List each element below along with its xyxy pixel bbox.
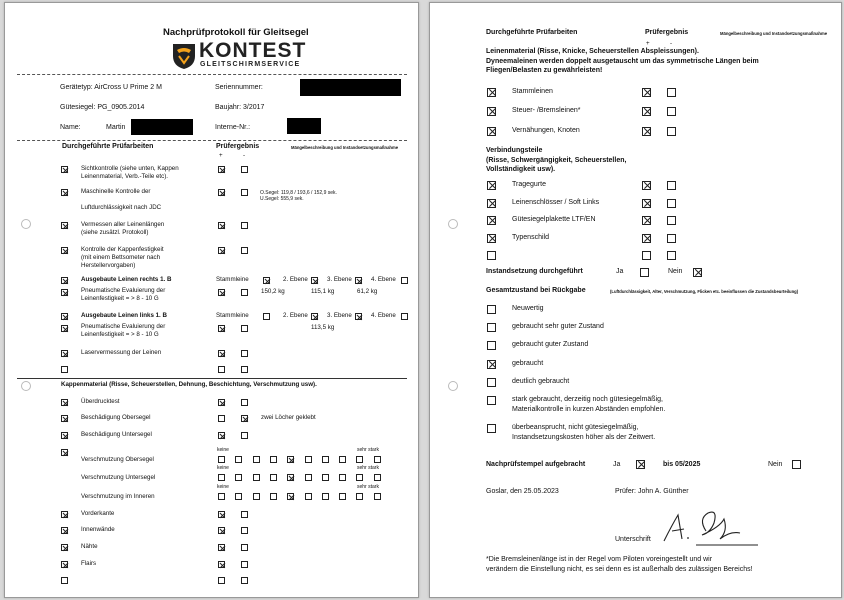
leinen-links-checkbox[interactable] (61, 313, 68, 320)
verschmutzung-untersegel-level-5[interactable] (287, 474, 294, 481)
innenwaende-label: Innenwände (81, 526, 115, 533)
vorderkante-label: Vorderkante (81, 510, 115, 517)
naehte-minus[interactable] (241, 544, 248, 551)
leinen-links-stamm-checkbox[interactable] (263, 313, 270, 320)
empty-row-minus[interactable] (241, 577, 248, 584)
naehte-plus[interactable] (218, 544, 225, 551)
pneu-rechts-v3: 61,2 kg (357, 288, 378, 295)
zustand-sehr-gut-label: gebraucht sehr guter Zustand (512, 323, 604, 330)
protocol-page-2 (429, 2, 842, 598)
leinen-links-label: Ausgebaute Leinen links 1. B (81, 312, 167, 319)
minus-label: - (670, 40, 673, 47)
verschmutzung-untersegel-level-10[interactable] (374, 474, 381, 481)
zustand-ueberbeansprucht-label: überbeansprucht, nicht gütesiegelmäßig, Instandsetzungskosten höher als der Zeitwert. (512, 424, 656, 441)
leinen-links-e3: 3. Ebene (327, 312, 352, 319)
divider (17, 74, 407, 75)
verschmutzung-obersegel-level-7[interactable] (322, 456, 329, 463)
tragegurte-label: Tragegurte (512, 181, 546, 188)
zustand-gebraucht-label: gebraucht (512, 360, 544, 367)
leinen-rechts-e4: 4. Ebene (371, 276, 396, 283)
logo-brand: KONTEST (199, 39, 307, 62)
sichtkontrolle-checkbox[interactable] (61, 166, 68, 173)
scale-sehr-2: sehr stark (357, 465, 379, 471)
footnote: *Die Bremsleinenlänge ist in der Regel vom Piloten voreingestellt und wir verändern die Einstellung nicht, es sei denn es ist außerhalb des zulässigen Bereichs! (486, 556, 753, 573)
punch-hole (21, 381, 31, 391)
verschmutzung-innen-label: Verschmutzung im Inneren (81, 493, 155, 500)
pneu-links-checkbox[interactable] (61, 325, 68, 332)
scale-sehr-1: sehr stark (357, 447, 379, 453)
leinen-rechts-e2: 2. Ebene (283, 276, 308, 283)
pneu-rechts-checkbox[interactable] (61, 289, 68, 296)
pruefer: Prüfer: John A. Günther (615, 488, 689, 495)
verschmutzung-untersegel-level-1[interactable] (218, 474, 225, 481)
vorderkante-checkbox[interactable] (61, 511, 68, 518)
verschmutzung-untersegel-level-6[interactable] (305, 474, 312, 481)
verschmutzung-obersegel-level-9[interactable] (356, 456, 363, 463)
typenschild-label: Typenschild (512, 234, 549, 241)
kontest-logo (171, 41, 311, 71)
zustand-deutlich-label: deutlich gebraucht (512, 378, 570, 385)
empty-row-minus[interactable] (667, 251, 676, 260)
guetesiegelplakette-checkbox[interactable] (487, 216, 496, 225)
luftdurchlaessigkeit-plus[interactable] (218, 189, 225, 196)
pneu-rechts-v2: 115,1 kg (311, 288, 335, 295)
zustand-deutlich-checkbox[interactable] (487, 378, 496, 387)
luftdurchlaessigkeit-label: Maschinelle Kontrolle der Luftdurchlässigkeit nach JDC (81, 188, 162, 211)
bremsleinen-plus[interactable] (642, 107, 651, 116)
leinen-rechts-label: Ausgebaute Leinen rechts 1. B (81, 276, 172, 283)
instandsetzung-nein-checkbox[interactable] (693, 268, 702, 277)
shield-logo-icon (171, 42, 197, 70)
geraetetyp: Gerätetyp: AirCross U Prime 2 M (60, 84, 162, 91)
innenwaende-checkbox[interactable] (61, 527, 68, 534)
stammleinen-checkbox[interactable] (487, 88, 496, 97)
leinenlaengen-minus[interactable] (241, 222, 248, 229)
vorderkante-plus[interactable] (218, 511, 225, 518)
interne-nr-label: Interne-Nr.: (215, 124, 251, 131)
verschmutzung-obersegel-level-5[interactable] (287, 456, 294, 463)
verschmutzung-untersegel-level-8[interactable] (339, 474, 346, 481)
leinenschloesser-label: Leinenschlösser / Soft Links (512, 199, 600, 206)
obersegel-plus[interactable] (218, 415, 225, 422)
punch-hole (448, 381, 458, 391)
typenschild-checkbox[interactable] (487, 234, 496, 243)
col-header-arbeiten: Durchgeführte Prüfarbeiten (486, 29, 578, 36)
ueberdrucktest-minus[interactable] (241, 399, 248, 406)
innenwaende-plus[interactable] (218, 527, 225, 534)
stempel-bis: bis 05/2025 (663, 461, 701, 468)
naehte-checkbox[interactable] (61, 544, 68, 551)
leinen-links-e4: 4. Ebene (371, 312, 396, 319)
ueberdrucktest-checkbox[interactable] (61, 399, 68, 406)
verschmutzung-obersegel-level-6[interactable] (305, 456, 312, 463)
verschmutzung-obersegel-level-10[interactable] (374, 456, 381, 463)
bremsleinen-minus[interactable] (667, 107, 676, 116)
obersegel-minus[interactable] (241, 415, 248, 422)
verschmutzung-innen-level-7[interactable] (322, 493, 329, 500)
leinen-links-stamm: Stammleine (216, 312, 249, 319)
zustand-neuwertig-checkbox[interactable] (487, 305, 496, 314)
plus-label: + (646, 40, 650, 47)
untersegel-plus[interactable] (218, 432, 225, 439)
redacted-surname (131, 119, 193, 135)
seriennummer-label: Seriennummer: (215, 84, 263, 91)
plus-label: + (219, 152, 223, 159)
leinen-links-e2: 2. Ebene (283, 312, 308, 319)
laser-minus[interactable] (241, 350, 248, 357)
typenschild-minus[interactable] (667, 234, 676, 243)
guetesiegelplakette-minus[interactable] (667, 216, 676, 225)
zustand-gut-label: gebraucht guter Zustand (512, 341, 589, 348)
empty-row-checkbox[interactable] (61, 366, 68, 373)
zustand-stark-checkbox[interactable] (487, 396, 496, 405)
verschmutzung-obersegel-level-2[interactable] (235, 456, 242, 463)
ort-datum: Goslar, den 25.05.2023 (486, 488, 559, 495)
bremsleinen-checkbox[interactable] (487, 107, 496, 116)
zustand-neuwertig-label: Neuwertig (512, 305, 544, 312)
kappenfestigkeit-minus[interactable] (241, 247, 248, 254)
sichtkontrolle-minus[interactable] (241, 166, 248, 173)
stammleinen-minus[interactable] (667, 88, 676, 97)
leinenschloesser-plus[interactable] (642, 199, 651, 208)
guetesiegel: Gütesiegel: PG_0905.2014 (60, 104, 145, 111)
guetesiegelplakette-label: Gütesiegelplakette LTF/EN (512, 216, 596, 223)
pneu-rechts-minus[interactable] (241, 289, 248, 296)
tragegurte-checkbox[interactable] (487, 181, 496, 190)
col-header-ergebnis: Prüfergebnis (645, 29, 689, 36)
verschmutzung-obersegel-level-3[interactable] (253, 456, 260, 463)
stempel-nein-checkbox[interactable] (792, 460, 801, 469)
verschmutzung-innen-level-3[interactable] (253, 493, 260, 500)
verschmutzung-obersegel-level-1[interactable] (218, 456, 225, 463)
leinenlaengen-checkbox[interactable] (61, 222, 68, 229)
stempel-ja-checkbox[interactable] (636, 460, 645, 469)
vorderkante-minus[interactable] (241, 511, 248, 518)
sichtkontrolle-plus[interactable] (218, 166, 225, 173)
verschmutzung-innen-level-5[interactable] (287, 493, 294, 500)
punch-hole (21, 219, 31, 229)
zustand-gebraucht-checkbox[interactable] (487, 360, 496, 369)
untersegel-label: Beschädigung Untersegel (81, 431, 152, 438)
kappenfestigkeit-checkbox[interactable] (61, 247, 68, 254)
flairs-checkbox[interactable] (61, 561, 68, 568)
scale-keine-3: keine (217, 484, 229, 490)
innenwaende-minus[interactable] (241, 527, 248, 534)
col-header-maengel: Mängelbeschreibung und Instandsetzungsmaßnahme (291, 145, 399, 150)
zustand-stark-label: stark gebraucht, derzeitig noch gütesiegelmäßig, Materialkontrolle in kurzen Abständen empfohlen. (512, 396, 666, 413)
redacted-internal-number (287, 118, 321, 134)
obersegel-checkbox[interactable] (61, 415, 68, 422)
bremsleinen-label: Steuer- /Bremsleinen* (512, 107, 581, 114)
verschmutzung-innen-level-4[interactable] (270, 493, 277, 500)
leinenschloesser-checkbox[interactable] (487, 199, 496, 208)
leinen-rechts-checkbox[interactable] (61, 277, 68, 284)
leinen-rechts-e4-checkbox[interactable] (401, 277, 408, 284)
leinen-rechts-e3: 3. Ebene (327, 276, 352, 283)
verschmutzung-untersegel-label: Verschmutzung Untersegel (81, 474, 156, 481)
flairs-plus[interactable] (218, 561, 225, 568)
laser-plus[interactable] (218, 350, 225, 357)
divider (17, 140, 407, 141)
stammleinen-plus[interactable] (642, 88, 651, 97)
vernaehungen-checkbox[interactable] (487, 127, 496, 136)
sichtkontrolle-label: Sichtkontrolle (siehe unten, Kappen Leinenmaterial, Verb.-Teile etc). (81, 165, 179, 180)
name-label: Name: (60, 124, 81, 131)
ueberdrucktest-label: Überdrucktest (81, 398, 120, 405)
instandsetzung-ja-checkbox[interactable] (640, 268, 649, 277)
verschmutzung-innen-level-8[interactable] (339, 493, 346, 500)
luftdurchlaessigkeit-minus[interactable] (241, 189, 248, 196)
verschmutzung-checkbox[interactable] (61, 449, 68, 456)
zustand-sehr-gut-checkbox[interactable] (487, 323, 496, 332)
stempel-ja-label: Ja (613, 461, 621, 468)
pneu-links-label: Pneumatische Evaluierung der Leinenfestigkeit = > 8 - 10 G (81, 323, 166, 338)
verschmutzung-innen-level-6[interactable] (305, 493, 312, 500)
unterschrift-label: Unterschrift (615, 536, 651, 543)
verschmutzung-innen-level-1[interactable] (218, 493, 225, 500)
instandsetzung-nein-label: Nein (668, 268, 683, 275)
leinen-links-e2-checkbox[interactable] (311, 313, 318, 320)
obersegel-label: Beschädigung Obersegel (81, 414, 151, 421)
pneu-links-minus[interactable] (241, 325, 248, 332)
leinen-links-e3-checkbox[interactable] (355, 313, 362, 320)
name-value: Martin (106, 124, 126, 131)
flairs-minus[interactable] (241, 561, 248, 568)
stempel-nein-label: Nein (768, 461, 783, 468)
pneu-links-v1: 113,5 kg (311, 324, 335, 331)
signature (658, 505, 768, 547)
kappen-title: Kappenmaterial (Risse, Scheuerstellen, Dehnung, Beschichtung, Verschmutzung usw). (61, 381, 317, 388)
punch-hole (448, 219, 458, 229)
laser-checkbox[interactable] (61, 350, 68, 357)
divider (17, 378, 407, 379)
gesamtzustand-title: Gesamtzustand bei Rückgabe (486, 287, 586, 294)
protocol-page-1 (4, 2, 419, 598)
verschmutzung-untersegel-level-9[interactable] (356, 474, 363, 481)
leinenlaengen-label: Vermessen aller Leinenlängen (siehe zusätzl. Protokoll) (81, 221, 165, 236)
minus-label: - (243, 152, 246, 159)
leinenlaengen-plus[interactable] (218, 222, 225, 229)
ueberdrucktest-plus[interactable] (218, 399, 225, 406)
empty-row-plus[interactable] (642, 251, 651, 260)
tragegurte-plus[interactable] (642, 181, 651, 190)
kappenfestigkeit-plus[interactable] (218, 247, 225, 254)
luftdurchlaessigkeit-note: O.Segel: 119,8 / 193,6 / 152,9 sek. U.Segel: 555,9 sek. (260, 190, 337, 202)
pneu-rechts-plus[interactable] (218, 289, 225, 296)
verschmutzung-innen-level-9[interactable] (356, 493, 363, 500)
typenschild-plus[interactable] (642, 234, 651, 243)
leinen-rechts-e2-checkbox[interactable] (311, 277, 318, 284)
tragegurte-minus[interactable] (667, 181, 676, 190)
empty-row-plus[interactable] (218, 577, 225, 584)
scale-sehr-3: sehr stark (357, 484, 379, 490)
leinen-rechts-stamm-checkbox[interactable] (263, 277, 270, 284)
leinenschloesser-minus[interactable] (667, 199, 676, 208)
flairs-label: Flairs (81, 560, 97, 567)
verschmutzung-obersegel-level-4[interactable] (270, 456, 277, 463)
kappenfestigkeit-label: Kontrolle der Kappenfestigkeit (mit einem Bettsometer nach Herstellervorgaben) (81, 246, 164, 269)
leinenmaterial-title: Leinenmaterial (Risse, Knicke, Scheuerstellen Abspleissungen). Dyneemaleinen werden doppelt ausgetauscht um das symmetrische Längen beim Fliegen/Belasten zu gewährleisten! (486, 48, 759, 74)
stammleinen-label: Stammleinen (512, 88, 553, 95)
col-header-maengel: Mängelbeschreibung und Instandsetzungsmaßnahme (720, 31, 828, 36)
guetesiegelplakette-plus[interactable] (642, 216, 651, 225)
verschmutzung-innen-level-10[interactable] (374, 493, 381, 500)
verschmutzung-obersegel-label: Verschmutzung Obersegel (81, 456, 154, 463)
luftdurchlaessigkeit-checkbox[interactable] (61, 189, 68, 196)
empty-row-checkbox[interactable] (487, 251, 496, 260)
zustand-gut-checkbox[interactable] (487, 341, 496, 350)
verschmutzung-innen-level-2[interactable] (235, 493, 242, 500)
stempel-label: Nachprüfstempel aufgebracht (486, 461, 586, 468)
instandsetzung-ja-label: Ja (616, 268, 624, 275)
vernaehungen-minus[interactable] (667, 127, 676, 136)
untersegel-minus[interactable] (241, 432, 248, 439)
document-title: Nachprüfprotokoll für Gleitsegel (163, 27, 309, 38)
verbindungsteile-title: Verbindungsteile (Risse, Schwergängigkeit, Scheuerstellen, Vollständigkeit usw). (486, 147, 627, 173)
naehte-label: Nähte (81, 543, 98, 550)
empty-row-minus[interactable] (241, 366, 248, 373)
scale-keine-1: keine (217, 447, 229, 453)
col-header-ergebnis: Prüfergebnis (216, 143, 260, 150)
scale-keine-2: keine (217, 465, 229, 471)
redacted-serial (300, 79, 401, 96)
leinen-links-e4-checkbox[interactable] (401, 313, 408, 320)
verschmutzung-untersegel-level-2[interactable] (235, 474, 242, 481)
obersegel-note: zwei Löcher geklebt (261, 414, 316, 421)
verschmutzung-untersegel-level-7[interactable] (322, 474, 329, 481)
empty-row-plus[interactable] (218, 366, 225, 373)
pneu-links-plus[interactable] (218, 325, 225, 332)
verschmutzung-obersegel-level-8[interactable] (339, 456, 346, 463)
pneu-rechts-label: Pneumatische Evaluierung der Leinenfestigkeit = > 8 - 10 G (81, 287, 166, 302)
leinen-rechts-stamm: Stammleine (216, 276, 249, 283)
vernaehungen-label: Vernähungen, Knoten (512, 127, 580, 134)
vernaehungen-plus[interactable] (642, 127, 651, 136)
zustand-ueberbeansprucht-checkbox[interactable] (487, 424, 496, 433)
untersegel-checkbox[interactable] (61, 432, 68, 439)
verschmutzung-untersegel-level-3[interactable] (253, 474, 260, 481)
pneu-rechts-v1: 150,2 kg (261, 288, 285, 295)
verschmutzung-untersegel-level-4[interactable] (270, 474, 277, 481)
gesamtzustand-subtitle: (Luftdurchlässigkeit, Alter, Verschmutzung, Flicken etc. beeinflussen die Zustandsbeurteilung) (610, 289, 799, 294)
logo-tagline: GLEITSCHIRMSERVICE (200, 61, 301, 68)
leinen-rechts-e3-checkbox[interactable] (355, 277, 362, 284)
instandsetzung-label: Instandsetzung durchgeführt (486, 268, 583, 275)
col-header-arbeiten: Durchgeführte Prüfarbeiten (62, 143, 154, 150)
empty-row-checkbox[interactable] (61, 577, 68, 584)
laser-label: Laservermessung der Leinen (81, 349, 162, 356)
baujahr: Baujahr: 3/2017 (215, 104, 265, 111)
